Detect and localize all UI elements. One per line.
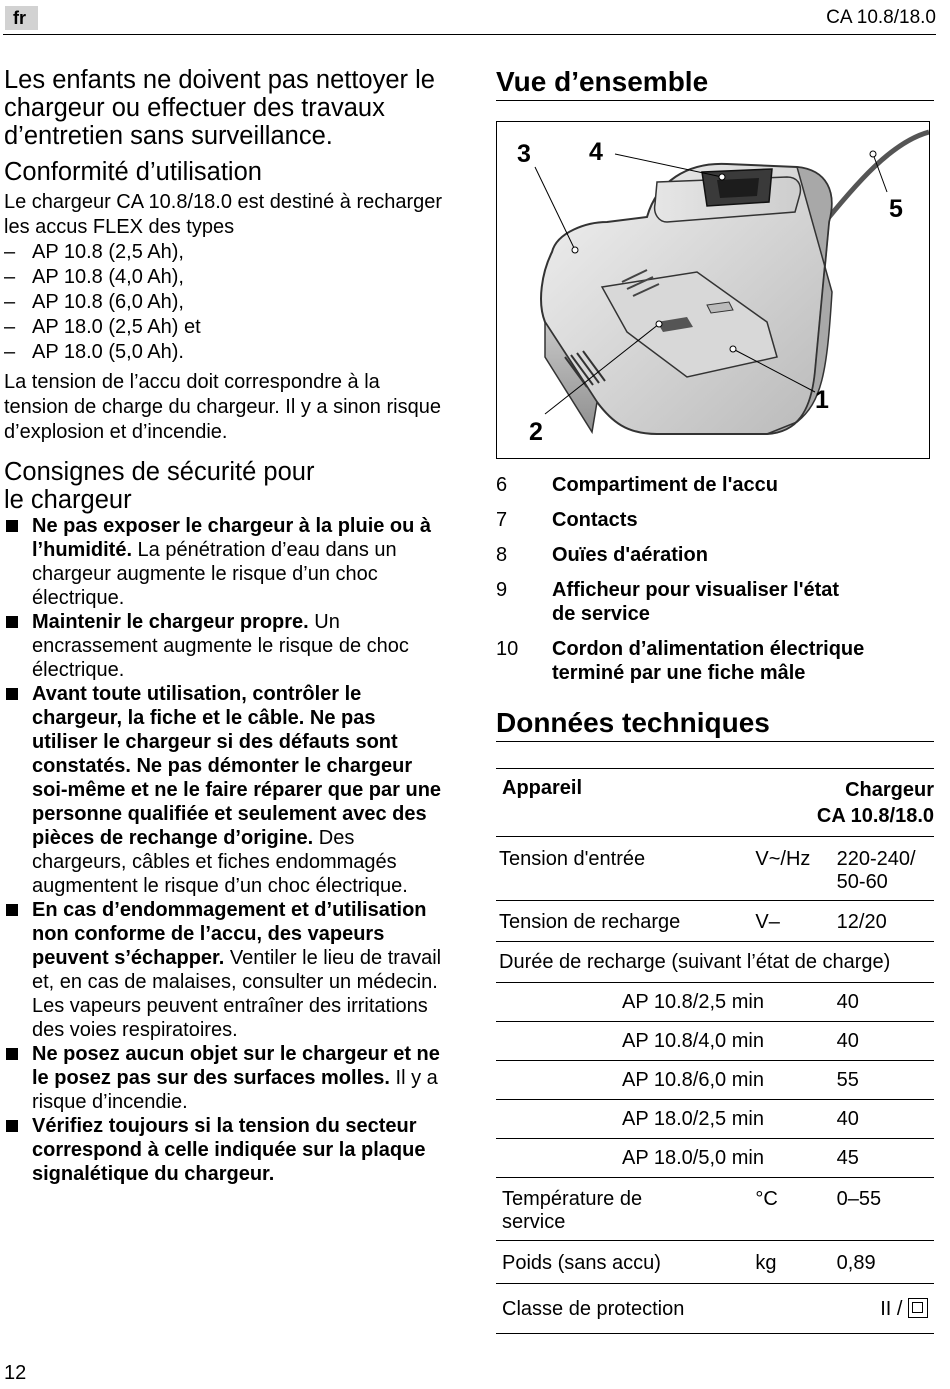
table-cell: 40 bbox=[837, 1100, 934, 1139]
page-number: 12 bbox=[4, 1362, 27, 1384]
table-row bbox=[496, 837, 934, 901]
bullet-bold: Avant toute utilisation, contrôler le chargeur, la fiche et le câble. Ne pas utiliser le chargeur si des défauts sont constatés. Ne pas démonter le chargeur soi-même et ne le faire réparer que par une personne qualifiée et seulement avec des pièces de rechange d’origine. bbox=[32, 683, 442, 849]
table-cell: 40 bbox=[837, 983, 934, 1022]
list-item bbox=[496, 578, 934, 626]
safety-list bbox=[4, 514, 444, 1186]
table-cell: 40 bbox=[837, 1022, 934, 1061]
bullet-square-icon bbox=[6, 904, 18, 916]
power-cord bbox=[817, 132, 929, 232]
overview-title: Vue d’ensemble bbox=[496, 66, 934, 101]
language-tag: fr bbox=[5, 6, 38, 30]
head-value-line-1: Chargeur bbox=[845, 779, 934, 801]
table-row bbox=[496, 983, 934, 1022]
bullet-text: La pénétration d’eau dans un chargeur augmente le risque d’un choc électrique. bbox=[32, 539, 397, 609]
table-cell: kg bbox=[745, 1241, 836, 1284]
table-cell: Température de service bbox=[496, 1178, 745, 1241]
tech-data-table bbox=[496, 768, 934, 1334]
list-item bbox=[4, 898, 444, 1042]
table-cell: Appareil bbox=[496, 769, 745, 837]
table-row bbox=[496, 1061, 934, 1100]
bullet-square-icon bbox=[6, 616, 18, 628]
bullet-bold: Vérifiez toujours si la tension du secteur correspond à celle indiquée sur la plaque signalétique du chargeur. bbox=[32, 1115, 426, 1185]
part-number: 6 bbox=[496, 474, 508, 496]
table-row bbox=[496, 1139, 934, 1178]
voltage-warning-text: La tension de l’accu doit correspondre à la tension de charge du chargeur. Il y a sinon risque d’explosion et d’incendie. bbox=[4, 371, 441, 443]
document-id: CA 10.8/18.0 bbox=[826, 7, 936, 28]
table-cell: 0–55 bbox=[837, 1178, 934, 1241]
list-item bbox=[4, 1114, 444, 1186]
tech-data-title: Données techniques bbox=[496, 707, 934, 742]
table-cell: Durée de recharge (suivant l’état de charge) bbox=[496, 942, 934, 983]
bullet-square-icon bbox=[6, 1120, 18, 1132]
intro-text: Les enfants ne doivent pas nettoyer le chargeur ou effectuer des travaux d’entretien sans surveillance. bbox=[4, 66, 435, 150]
bullet-bold: Ne posez aucun objet sur le chargeur et ne le posez pas sur des surfaces molles. bbox=[32, 1043, 440, 1089]
bullet-square-icon bbox=[6, 1048, 18, 1060]
table-cell: V~/Hz bbox=[745, 837, 836, 901]
list-item: – AP 18.0 (2,5 Ah) et bbox=[4, 315, 444, 340]
list-item: – AP 10.8 (2,5 Ah), bbox=[4, 240, 444, 265]
table-cell: Classe de protection bbox=[496, 1284, 837, 1334]
table-cell: V– bbox=[745, 901, 836, 942]
bullet-square-icon bbox=[6, 688, 18, 700]
bullet-bold: Ne pas exposer le chargeur à la pluie ou à l’humidité. bbox=[32, 515, 432, 561]
display-window bbox=[717, 178, 759, 198]
table-row bbox=[496, 942, 934, 983]
part-number: 8 bbox=[496, 544, 508, 566]
table-cell bbox=[837, 1284, 934, 1334]
callout-4: 4 bbox=[589, 138, 603, 166]
bullet-square-icon bbox=[6, 520, 18, 532]
table-row bbox=[496, 1022, 934, 1061]
part-label: Cordon d’alimentation électrique terminé par une fiche mâle bbox=[552, 638, 865, 684]
conformity-title: Conformité d’utilisation bbox=[4, 158, 262, 186]
double-insulation-icon bbox=[908, 1298, 928, 1318]
protection-class-value: II / bbox=[880, 1298, 908, 1320]
list-item bbox=[4, 610, 444, 682]
table-cell: 45 bbox=[837, 1139, 934, 1178]
bullet-text: Des chargeurs, câbles et fiches endommagés augmentent le risque d’un choc électrique. bbox=[32, 827, 408, 897]
part-label: Ouïes d'aération bbox=[552, 544, 708, 566]
table-row bbox=[496, 901, 934, 942]
part-number: 9 bbox=[496, 579, 508, 601]
part-label: Compartiment de l'accu bbox=[552, 474, 778, 496]
safety-title-line-1: Consignes de sécurité pour bbox=[4, 458, 315, 486]
conformity-text: Le chargeur CA 10.8/18.0 est destiné à recharger les accus FLEX des types bbox=[4, 191, 443, 238]
table-cell: Poids (sans accu) bbox=[496, 1241, 745, 1284]
bullet-bold: En cas d’endommagement et d’utilisation non conforme de l’accu, des vapeurs peuvent s’échapper. bbox=[32, 899, 427, 969]
table-cell: AP 10.8/4,0 min bbox=[496, 1022, 837, 1061]
table-cell: AP 18.0/2,5 min bbox=[496, 1100, 837, 1139]
table-cell: Tension de recharge bbox=[496, 901, 745, 942]
part-label: Afficheur pour visualiser l'état de service bbox=[552, 579, 840, 625]
callout-2: 2 bbox=[529, 418, 543, 446]
list-item bbox=[496, 508, 934, 532]
right-column bbox=[496, 66, 934, 1334]
part-number: 10 bbox=[496, 638, 519, 660]
safety-title-line-2: le chargeur bbox=[4, 486, 132, 514]
charger-illustration bbox=[496, 121, 930, 459]
table-row bbox=[496, 1284, 934, 1334]
table-cell: AP 10.8/2,5 min bbox=[496, 983, 837, 1022]
list-item bbox=[496, 543, 934, 567]
bullet-text: Il y a risque d’incendie. bbox=[32, 1067, 438, 1113]
table-cell: °C bbox=[745, 1178, 836, 1241]
list-item bbox=[4, 682, 444, 898]
list-item: – AP 10.8 (4,0 Ah), bbox=[4, 265, 444, 290]
table-cell: AP 10.8/6,0 min bbox=[496, 1061, 837, 1100]
list-item bbox=[496, 637, 934, 685]
callout-5: 5 bbox=[889, 195, 903, 223]
bullet-text: Un encrassement augmente le risque de choc électrique. bbox=[32, 611, 409, 681]
parts-list bbox=[496, 473, 934, 685]
part-number: 7 bbox=[496, 509, 508, 531]
list-item bbox=[4, 514, 444, 610]
safety-title bbox=[4, 458, 444, 514]
table-row bbox=[496, 1100, 934, 1139]
charger-drawing bbox=[497, 122, 929, 458]
head-value-line-2: CA 10.8/18.0 bbox=[816, 805, 934, 827]
table-row bbox=[496, 1241, 934, 1284]
list-item bbox=[496, 473, 934, 497]
page-header bbox=[3, 4, 936, 35]
part-label: Contacts bbox=[552, 509, 638, 531]
list-item bbox=[4, 1042, 444, 1114]
table-cell: 12/20 bbox=[837, 901, 934, 942]
table-cell: Tension d'entrée bbox=[496, 837, 745, 901]
table-cell bbox=[745, 769, 934, 837]
bullet-bold: Maintenir le chargeur propre. bbox=[32, 611, 309, 633]
table-row bbox=[496, 1178, 934, 1241]
table-row bbox=[496, 769, 934, 837]
list-item: – AP 10.8 (6,0 Ah), bbox=[4, 290, 444, 315]
callout-1: 1 bbox=[815, 386, 829, 414]
callout-3: 3 bbox=[517, 140, 531, 168]
table-cell: AP 18.0/5,0 min bbox=[496, 1139, 837, 1178]
battery-type-list bbox=[4, 240, 444, 365]
bullet-text: Ventiler le lieu de travail et, en cas de malaises, consulter un médecin. Les vapeurs peuvent entraîner des irritations des voies respiratoires. bbox=[32, 947, 442, 1041]
left-column bbox=[4, 66, 444, 1186]
table-cell: 55 bbox=[837, 1061, 934, 1100]
list-item: – AP 18.0 (5,0 Ah). bbox=[4, 340, 444, 365]
table-cell: 0,89 bbox=[837, 1241, 934, 1284]
table-cell: 220-240/ 50-60 bbox=[837, 837, 934, 901]
